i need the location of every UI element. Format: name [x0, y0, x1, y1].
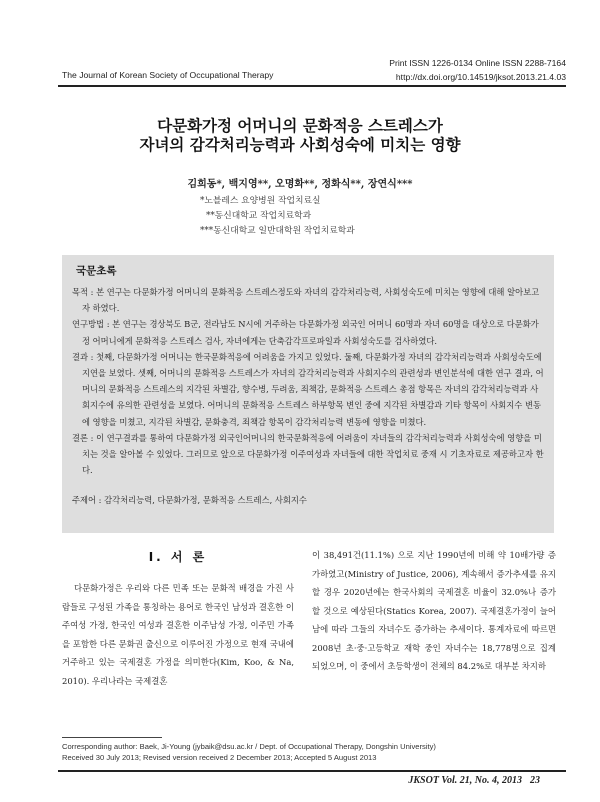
affiliation-1: *노블레스 요양병원 작업치료실 [200, 196, 321, 206]
abstract-box [62, 255, 554, 533]
body-column-right [312, 546, 556, 676]
journal-name: The Journal of Korean Society of Occupational Therapy [62, 70, 274, 80]
page-number: 23 [530, 775, 540, 786]
abstract-purpose: 목적 : 본 연구는 다문화가정 어머니의 문화적응 스트레스정도와 자녀의 감각처리능력, 사회성숙도에 미치는 영향에 대해 알아보고자 하였다. [72, 287, 540, 314]
journal-reference: JKSOT Vol. 21, No. 4, 2013 [408, 775, 522, 786]
corresponding-author: Corresponding author: Baek, Ji-Young (jybaik@dsu.ac.kr / Dept. of Occupational Therapy, Dongshin University) [62, 742, 436, 751]
affiliation-3: ***동신대학교 일반대학원 작업치료학과 [200, 226, 355, 236]
journal-footer [408, 775, 540, 786]
header-rule [58, 85, 566, 87]
abstract-keywords: 주제어 : 감각처리능력, 다문화가정, 문화적응 스트레스, 사회지수 [72, 495, 307, 506]
body-paragraph-right: 이 38,491건(11.1%) 으로 지난 1990년에 비해 약 10배가량 증가하였고(Ministry of Justice, 2006), 계속해서 증가추세를 유지할 경우 2020년에는 한국사회의 국제결혼 비율이 32.0%나 증가할 것으로 예상된다(Statics Korea, 2007). 국제결혼가정이 늘어남에 따라 그들의 자녀수도 증가하는 추세이다. 통계자료에 따르면 2008년 초·중·고등학교 재학 중인 자녀수는 18,778명으로 집계 되었으며, 이 중에서 초등학생이 전체의 84.2%로 대부분 차지하 [312, 550, 556, 671]
header-issn-doi [389, 56, 566, 84]
author-list: 김희동*, 백지영**, 오명화**, 정화식**, 장연식*** [187, 179, 413, 190]
abstract-conclusion: 결론 : 이 연구결과를 통하여 다문화가정 외국인어머니의 한국문화적응에 어려움이 자녀들의 감각처리능력과 사회성숙에 영향을 미치는 것을 알아볼 수 있었다. 그러므로 앞으로 다문화가정 이주여성과 자녀들에 대한 작업치료 중재 시 기초자료로 제공하고자 한다. [72, 432, 544, 476]
issn-text: Print ISSN 1226-0134 Online ISSN 2288-7164 [389, 58, 566, 68]
abstract-methods: 연구방법 : 본 연구는 경상북도 B군, 전라남도 N시에 거주하는 다문화가정 외국인 어머니 60명과 자녀 60명을 대상으로 다문화가정 어머니에게 문화적응 스트레스 검사, 자녀에게는 단축감각프로파일과 사회성숙도를 검사하였다. [72, 319, 539, 346]
abstract-heading: 국문초록 [76, 265, 117, 277]
affiliations [200, 194, 355, 239]
body-column-left [62, 548, 294, 690]
footnote-rule [62, 737, 162, 738]
received-dates: Received 30 July 2013; Revised version received 2 December 2013; Accepted 5 August 2013 [62, 753, 377, 762]
doi-link[interactable]: http://dx.doi.org/10.14519/jksot.2013.21.4.03 [395, 72, 566, 82]
title-line-1: 다문화가정 어머니의 문화적응 스트레스가 [157, 117, 443, 135]
body-paragraph-left: 다문화가정은 우리와 다른 민족 또는 문화적 배경을 가진 사람들로 구성된 가족을 통칭하는 용어로 한국인 남성과 결혼한 이주여성 가정, 한국인 여성과 결혼한 이주남성 가정, 이주민 가족을 포함한 다른 문화권 출신으로 이루어진 가정으로 현재 국내에 거주하고 있는 국제결혼 가정을 의미한다(Kim, Koo, & Na, 2010). 우리나라는 국제결혼 [62, 583, 294, 686]
article-title [0, 117, 600, 155]
affiliation-2: **동신대학교 작업치료학과 [206, 211, 312, 221]
abstract-results: 결과 : 첫째, 다문화가정 어머니는 한국문화적응에 어려움을 가지고 있었다. 둘째, 다문화가정 자녀의 감각처리능력과 사회성숙도에 지연을 보였다. 셋째, 어머니의 문화적응 스트레스가 자녀의 감각처리능력과 사회지수의 관련성과 변인분석에 대한 연구 결과, 어머니의 문화적응 스트레스의 지각된 차별감, 향수병, 두려움, 죄책감, 문화적응 스트레스 총점 항목은 자녀의 감각처리능력과 사회지수에 유의한 관련성을 보였다. 어머니의 문화적응 스트레스 하부항목 변인 중에 지각된 차별감과 기타 항목이 사회지수 변동에 영향을 미쳤고, 지각된 차별감, 문화충격, 죄책감 항목이 감각처리능력 변동에 영향을 미쳤다. [72, 351, 544, 427]
footer-rule [58, 770, 566, 772]
footnote [62, 741, 436, 763]
section-heading-introduction: Ⅰ. 서 론 [148, 550, 208, 564]
title-line-2: 자녀의 감각처리능력과 사회성숙에 미치는 영향 [139, 136, 461, 154]
